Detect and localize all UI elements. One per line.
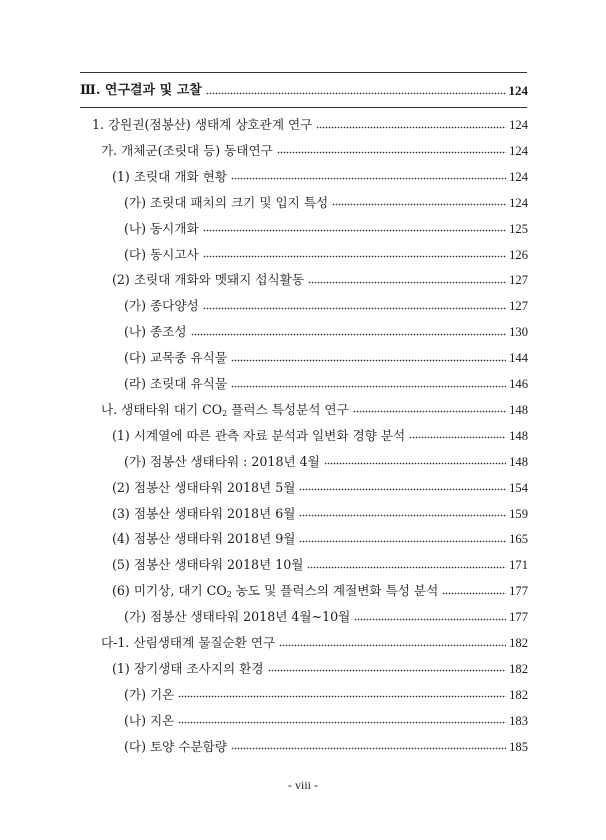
toc-entry-page: 148: [509, 454, 528, 469]
dot-leader: [231, 747, 506, 751]
page-number: - viii -: [288, 778, 318, 792]
toc-entry-title: (라) 조릿대 유식물: [124, 376, 227, 391]
toc-entry-page: 124: [509, 143, 528, 158]
toc-entry[interactable]: [112, 552, 528, 572]
toc-entry-title: (다) 토양 수분함량: [124, 738, 227, 754]
dot-leader: [178, 721, 506, 725]
toc-entry[interactable]: [124, 682, 528, 702]
toc-entry-page: 127: [509, 299, 528, 314]
dot-leader: [203, 255, 506, 259]
toc-entry-title: (5) 점봉산 생태타워 2018년 10월: [112, 557, 304, 573]
toc-entry[interactable]: [101, 138, 528, 158]
toc-entry-page: 182: [509, 661, 528, 676]
dot-leader: [299, 539, 506, 543]
dot-leader: [279, 643, 506, 647]
toc-entry-title: Ⅲ. 연구결과 및 고찰: [80, 83, 202, 98]
toc-entry-page: 182: [509, 636, 528, 650]
toc-entry[interactable]: [124, 190, 528, 210]
dot-leader: [409, 436, 506, 440]
toc-entry[interactable]: [92, 112, 528, 132]
toc-entry-page: 159: [509, 506, 528, 521]
dot-leader: [268, 669, 507, 673]
toc-entry[interactable]: [124, 371, 528, 391]
dot-leader: [231, 177, 506, 181]
dot-leader: [442, 591, 506, 595]
toc-entry-page: 165: [509, 532, 528, 547]
dot-leader: [353, 410, 506, 414]
toc-entry-title: 1. 강원권(점봉산) 생태계 상호관계 연구: [92, 117, 313, 132]
dot-leader: [231, 358, 506, 362]
dot-leader: [206, 91, 506, 95]
toc-entry-title: (2) 점봉산 생태타워 2018년 5월: [112, 479, 296, 495]
toc-entry-title: 가. 개체군(조릿대 등) 동태연구: [101, 142, 273, 158]
toc-entry-title: (나) 종조성: [124, 324, 187, 340]
toc-entry-title: (다) 교목종 유식물: [124, 350, 227, 366]
toc-entry[interactable]: [112, 423, 528, 443]
toc-entry-page: 177: [509, 584, 528, 599]
toc-entry-page: 183: [509, 713, 528, 728]
toc-entry-page: 127: [509, 273, 528, 288]
toc-entry-page: 124: [509, 118, 528, 132]
toc-entry[interactable]: [124, 293, 528, 313]
dot-leader: [307, 565, 506, 569]
dot-leader: [299, 514, 506, 518]
dot-leader: [231, 384, 506, 388]
toc-entry-title: (가) 조릿대 패치의 크기 및 입지 특성: [124, 194, 329, 210]
section-rule: [80, 107, 527, 108]
toc-entry-page: 154: [509, 480, 528, 495]
toc-entry-page: 185: [509, 739, 528, 754]
toc-entry-page: 130: [509, 325, 528, 340]
dot-leader: [203, 306, 506, 310]
dot-leader: [324, 462, 506, 466]
toc-entry[interactable]: [112, 526, 528, 546]
toc-entry[interactable]: [124, 449, 528, 469]
dot-leader: [316, 125, 506, 129]
toc-entry-page: 124: [509, 169, 528, 184]
toc-entry-title: (가) 점봉산 생태타워 : 2018년 4월: [124, 453, 320, 469]
toc-entry-title: (4) 점봉산 생태타워 2018년 9월: [112, 531, 296, 547]
toc-entry[interactable]: [101, 397, 528, 417]
toc-entry[interactable]: [80, 78, 528, 98]
toc-entry-page: 148: [509, 428, 528, 443]
toc-entry-title: (6) 미기상, 대기 $CO_2$ 농도 및 플럭스의 계절변화 특성 분석: [112, 583, 439, 600]
toc-entry[interactable]: [112, 656, 528, 676]
toc-entry[interactable]: [124, 734, 528, 754]
toc-entry-title: (1) 시계열에 따른 관측 자료 분석과 일변화 경향 분석: [112, 427, 406, 443]
toc-entry-title: 나. 생태타워 대기 $CO_2$ 플럭스 특성분석 연구: [101, 401, 349, 418]
top-rule: [80, 72, 527, 73]
toc-entry[interactable]: [124, 242, 528, 262]
toc-entry[interactable]: [124, 708, 528, 728]
toc-entry-page: 177: [509, 610, 528, 625]
toc-entry-title: (3) 점봉산 생태타워 2018년 6월: [112, 505, 296, 521]
dot-leader: [332, 203, 506, 207]
toc-entry-title: (나) 동시개화: [124, 220, 199, 236]
dot-leader: [308, 280, 506, 284]
toc-entry-title: (2) 조릿대 개화와 멧돼지 섭식활동: [112, 272, 305, 288]
toc-entry[interactable]: [124, 319, 528, 339]
toc-entry[interactable]: [112, 475, 528, 495]
toc-entry[interactable]: [112, 578, 528, 598]
toc-entry[interactable]: [124, 216, 528, 236]
toc-entry[interactable]: [124, 604, 528, 624]
toc-entry-title: (다) 동시고사: [124, 246, 199, 262]
toc-entry-page: 144: [509, 351, 528, 366]
toc-entry-page: 125: [509, 221, 528, 236]
toc-entry-page: 126: [509, 247, 528, 262]
toc-entry[interactable]: [101, 630, 528, 650]
dot-leader: [354, 617, 506, 621]
toc-entry-title: (나) 지온: [124, 712, 175, 728]
dot-leader: [203, 229, 506, 233]
toc-entry-title: (가) 종다양성: [124, 298, 199, 314]
dot-leader: [191, 332, 507, 336]
toc-entry-page: 171: [509, 558, 528, 573]
toc-entry-title: (가) 기온: [124, 686, 175, 702]
dot-leader: [299, 488, 506, 492]
dot-leader: [178, 695, 506, 699]
toc-entry[interactable]: [112, 164, 528, 184]
toc-entry[interactable]: [112, 501, 528, 521]
toc-entry-title: (1) 장기생태 조사지의 환경: [112, 660, 264, 676]
toc-entry-title: (가) 점봉산 생태타워 2018년 4월~10월: [124, 609, 351, 625]
toc-entry-page: 148: [509, 402, 528, 417]
toc-entry-title: 다-1. 산림생태계 물질순환 연구: [101, 635, 276, 650]
toc-entry-page: 124: [508, 83, 528, 98]
dot-leader: [277, 151, 506, 155]
toc-entry[interactable]: [124, 345, 528, 365]
toc-entry[interactable]: [112, 267, 528, 287]
toc-entry-page: 182: [509, 687, 528, 702]
toc-entry-page: 146: [509, 377, 528, 391]
toc-entry-title: (1) 조릿대 개화 현황: [112, 168, 228, 184]
toc-entry-page: 124: [509, 195, 528, 210]
